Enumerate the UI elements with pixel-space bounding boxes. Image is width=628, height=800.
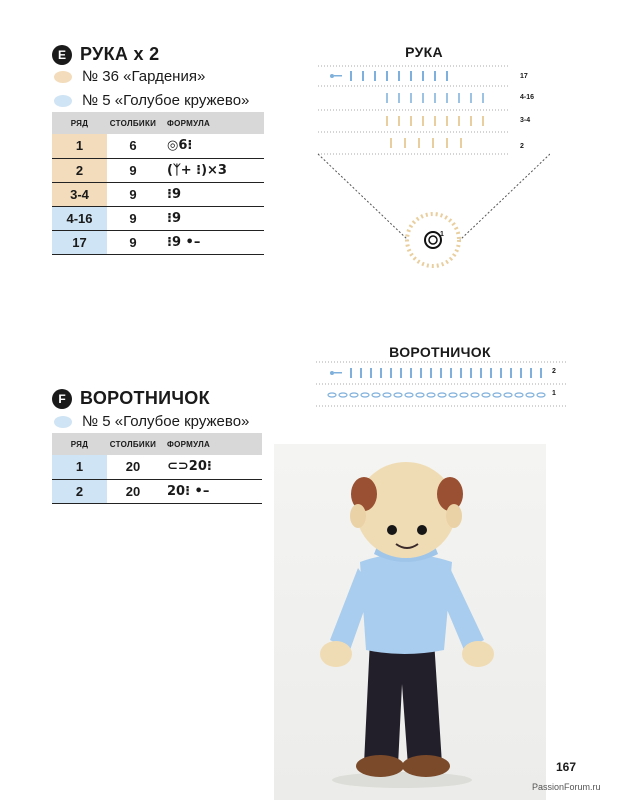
yarn-color-swatch [54, 95, 72, 107]
row-formula: 20⁝ •– [159, 479, 262, 503]
column-header-stitches: СТОЛБИКИ [107, 433, 159, 455]
page-number: 167 [556, 760, 577, 774]
table-row [52, 182, 264, 206]
collar-row-2-stitches [330, 368, 542, 378]
collar-section-title: ВОРОТНИЧОК [80, 388, 210, 408]
arm-yarn-1 [54, 68, 205, 85]
column-header-stitches: СТОЛБИКИ [107, 112, 159, 134]
table-row [52, 479, 262, 503]
table-row [52, 158, 264, 182]
row-formula: ⊂⊃20⁝ [159, 455, 262, 479]
arm-diagram-rows [318, 66, 510, 154]
arm-diagram [310, 60, 550, 275]
stitch-count: 6 [107, 134, 159, 158]
watermark: PassionForum.ru [532, 782, 601, 792]
arm-diagram-cone [318, 154, 550, 266]
collar-section-letter: F [52, 389, 72, 409]
row-number: 1 [52, 455, 107, 479]
column-header-formula: ФОРМУЛА [159, 433, 262, 455]
stitch-count: 9 [107, 230, 159, 254]
arm-row-label: 2 [520, 143, 524, 150]
row-formula: ◎6⁝ [159, 134, 264, 158]
arm-row-label: 3-4 [520, 117, 531, 124]
yarn-label: № 36 «Гардения» [82, 68, 206, 85]
arm-row-label: 4-16 [520, 94, 535, 101]
arm-section-letter: E [52, 45, 72, 65]
collar-row-label: 1 [552, 390, 556, 397]
stitch-count: 9 [107, 206, 159, 230]
arm-row-3-4-stitches [386, 116, 484, 126]
stitch-count: 20 [107, 455, 159, 479]
stitch-count: 9 [107, 182, 159, 206]
row-formula: ⁝9 [159, 182, 264, 206]
row-number: 17 [52, 230, 107, 254]
collar-yarn-1 [54, 413, 249, 430]
table-row [52, 230, 264, 254]
yarn-color-swatch [54, 71, 72, 83]
row-formula: ⁝9 •– [159, 230, 264, 254]
arm-row-17-stitches [330, 71, 448, 81]
row-number: 2 [52, 479, 107, 503]
row-number: 4-16 [52, 206, 107, 230]
arm-yarn-2 [54, 92, 249, 109]
table-row [52, 455, 262, 479]
yarn-label: № 5 «Голубое кружево» [82, 413, 250, 430]
table-row [52, 134, 264, 158]
collar-row-label: 2 [552, 368, 556, 375]
yarn-color-swatch [54, 416, 72, 428]
yarn-label: № 5 «Голубое кружево» [82, 92, 250, 109]
row-formula: ⁝9 [159, 206, 264, 230]
arm-pattern-table [52, 112, 264, 255]
collar-section-header [52, 388, 210, 409]
doll-illustration [274, 444, 546, 800]
row-number: 2 [52, 158, 107, 182]
amigurumi-doll-photo [274, 444, 546, 800]
row-number: 3-4 [52, 182, 107, 206]
arm-row-2-stitches [390, 138, 462, 148]
row-number: 1 [52, 134, 107, 158]
stitch-count: 20 [107, 479, 159, 503]
table-row [52, 206, 264, 230]
collar-diagram [316, 360, 566, 408]
column-header-formula: ФОРМУЛА [159, 112, 264, 134]
stitch-count: 9 [107, 158, 159, 182]
collar-row-1-chain [328, 393, 545, 397]
arm-section-header [52, 44, 159, 65]
row-formula: (ᛉ+ ⁝)×3 [159, 158, 264, 182]
collar-pattern-table [52, 433, 262, 504]
collar-diagram-title: ВОРОТНИЧОК [389, 344, 491, 360]
arm-section-title: РУКА х 2 [80, 44, 160, 64]
arm-row-4-16-stitches [386, 93, 484, 103]
column-header-row: РЯД [52, 433, 107, 455]
arm-diagram-title: РУКА [405, 44, 443, 60]
arm-center-label: 1 [440, 231, 444, 238]
arm-row-label: 17 [520, 73, 528, 80]
column-header-row: РЯД [52, 112, 107, 134]
